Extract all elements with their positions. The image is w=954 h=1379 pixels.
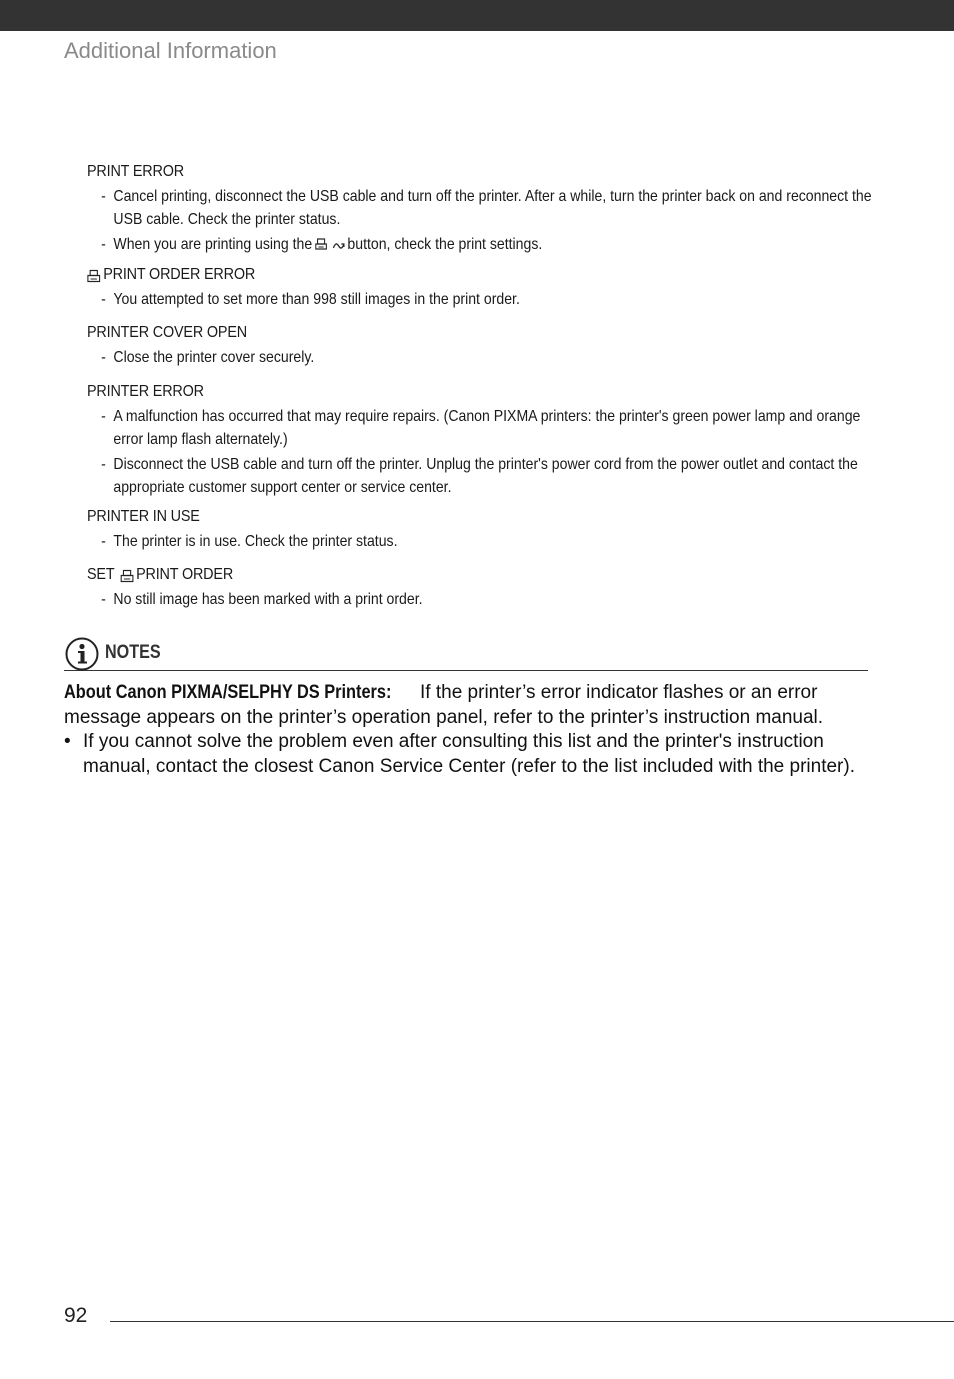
message-title: PRINT ERROR: [87, 163, 184, 180]
message-bullet: - Cancel printing, disconnect the USB cable and turn off the printer. After a while, turn the printer back on and reconnect the USB cable. Check the printer status.: [101, 188, 872, 228]
print-icon: [87, 268, 101, 282]
print-icon: [120, 568, 134, 582]
message-bullet: - Disconnect the USB cable and turn off the printer. Unplug the printer's power cord from the power outlet and contact the appropriate customer support center or service center.: [101, 456, 858, 496]
message-bullet: - Close the printer cover securely.: [101, 349, 315, 366]
message-printer-cover-open: [87, 322, 877, 370]
print-icon: [315, 236, 327, 259]
notes-list-item: • If you cannot solve the problem even after consulting this list and the printer's instruction manual, contact the closest Canon Service Center (refer to the list included with the printer).: [64, 731, 855, 777]
section-title: Additional Information: [64, 38, 277, 63]
notes-lead: [64, 681, 874, 730]
message-bullet: - The printer is in use. Check the printer status.: [101, 533, 398, 550]
message-printer-in-use: [87, 506, 877, 554]
message-title: PRINTER ERROR: [87, 383, 204, 400]
message-title: PRINT ORDER ERROR: [87, 264, 798, 286]
notes-heading: NOTES: [105, 642, 161, 663]
message-print-order-error: [87, 264, 877, 312]
notes-lead-text: If the printer’s error indicator flashes or an error message appears on the printer’s operation panel, refer to the printer’s instruction manual.: [64, 682, 824, 728]
message-bullet: - You attempted to set more than 998 still images in the print order.: [101, 291, 520, 308]
message-bullet: - No still image has been marked with a print order.: [101, 591, 423, 608]
notes-lead-bold: About Canon PIXMA/SELPHY DS Printers:: [64, 682, 392, 703]
message-bullet: - When you are printing using the button, check the print settings.: [87, 234, 888, 259]
notes-body: [64, 681, 874, 779]
message-print-error: [87, 161, 877, 259]
top-bar: [0, 0, 954, 31]
message-printer-error: [87, 381, 877, 499]
message-title: SET PRINT ORDER: [87, 566, 234, 583]
print-share-icon: [332, 236, 344, 259]
message-title: PRINTER COVER OPEN: [87, 324, 247, 341]
message-bullet: - A malfunction has occurred that may require repairs. (Canon PIXMA printers: the printer's green power lamp and orange error lamp flash alternately.): [101, 408, 861, 448]
page-number: 92: [64, 1304, 88, 1327]
message-title: PRINTER IN USE: [87, 508, 200, 525]
notes-header: [64, 636, 868, 671]
footer-rule: [110, 1321, 954, 1322]
info-icon: [65, 637, 99, 676]
message-set-print-order: [87, 564, 877, 612]
